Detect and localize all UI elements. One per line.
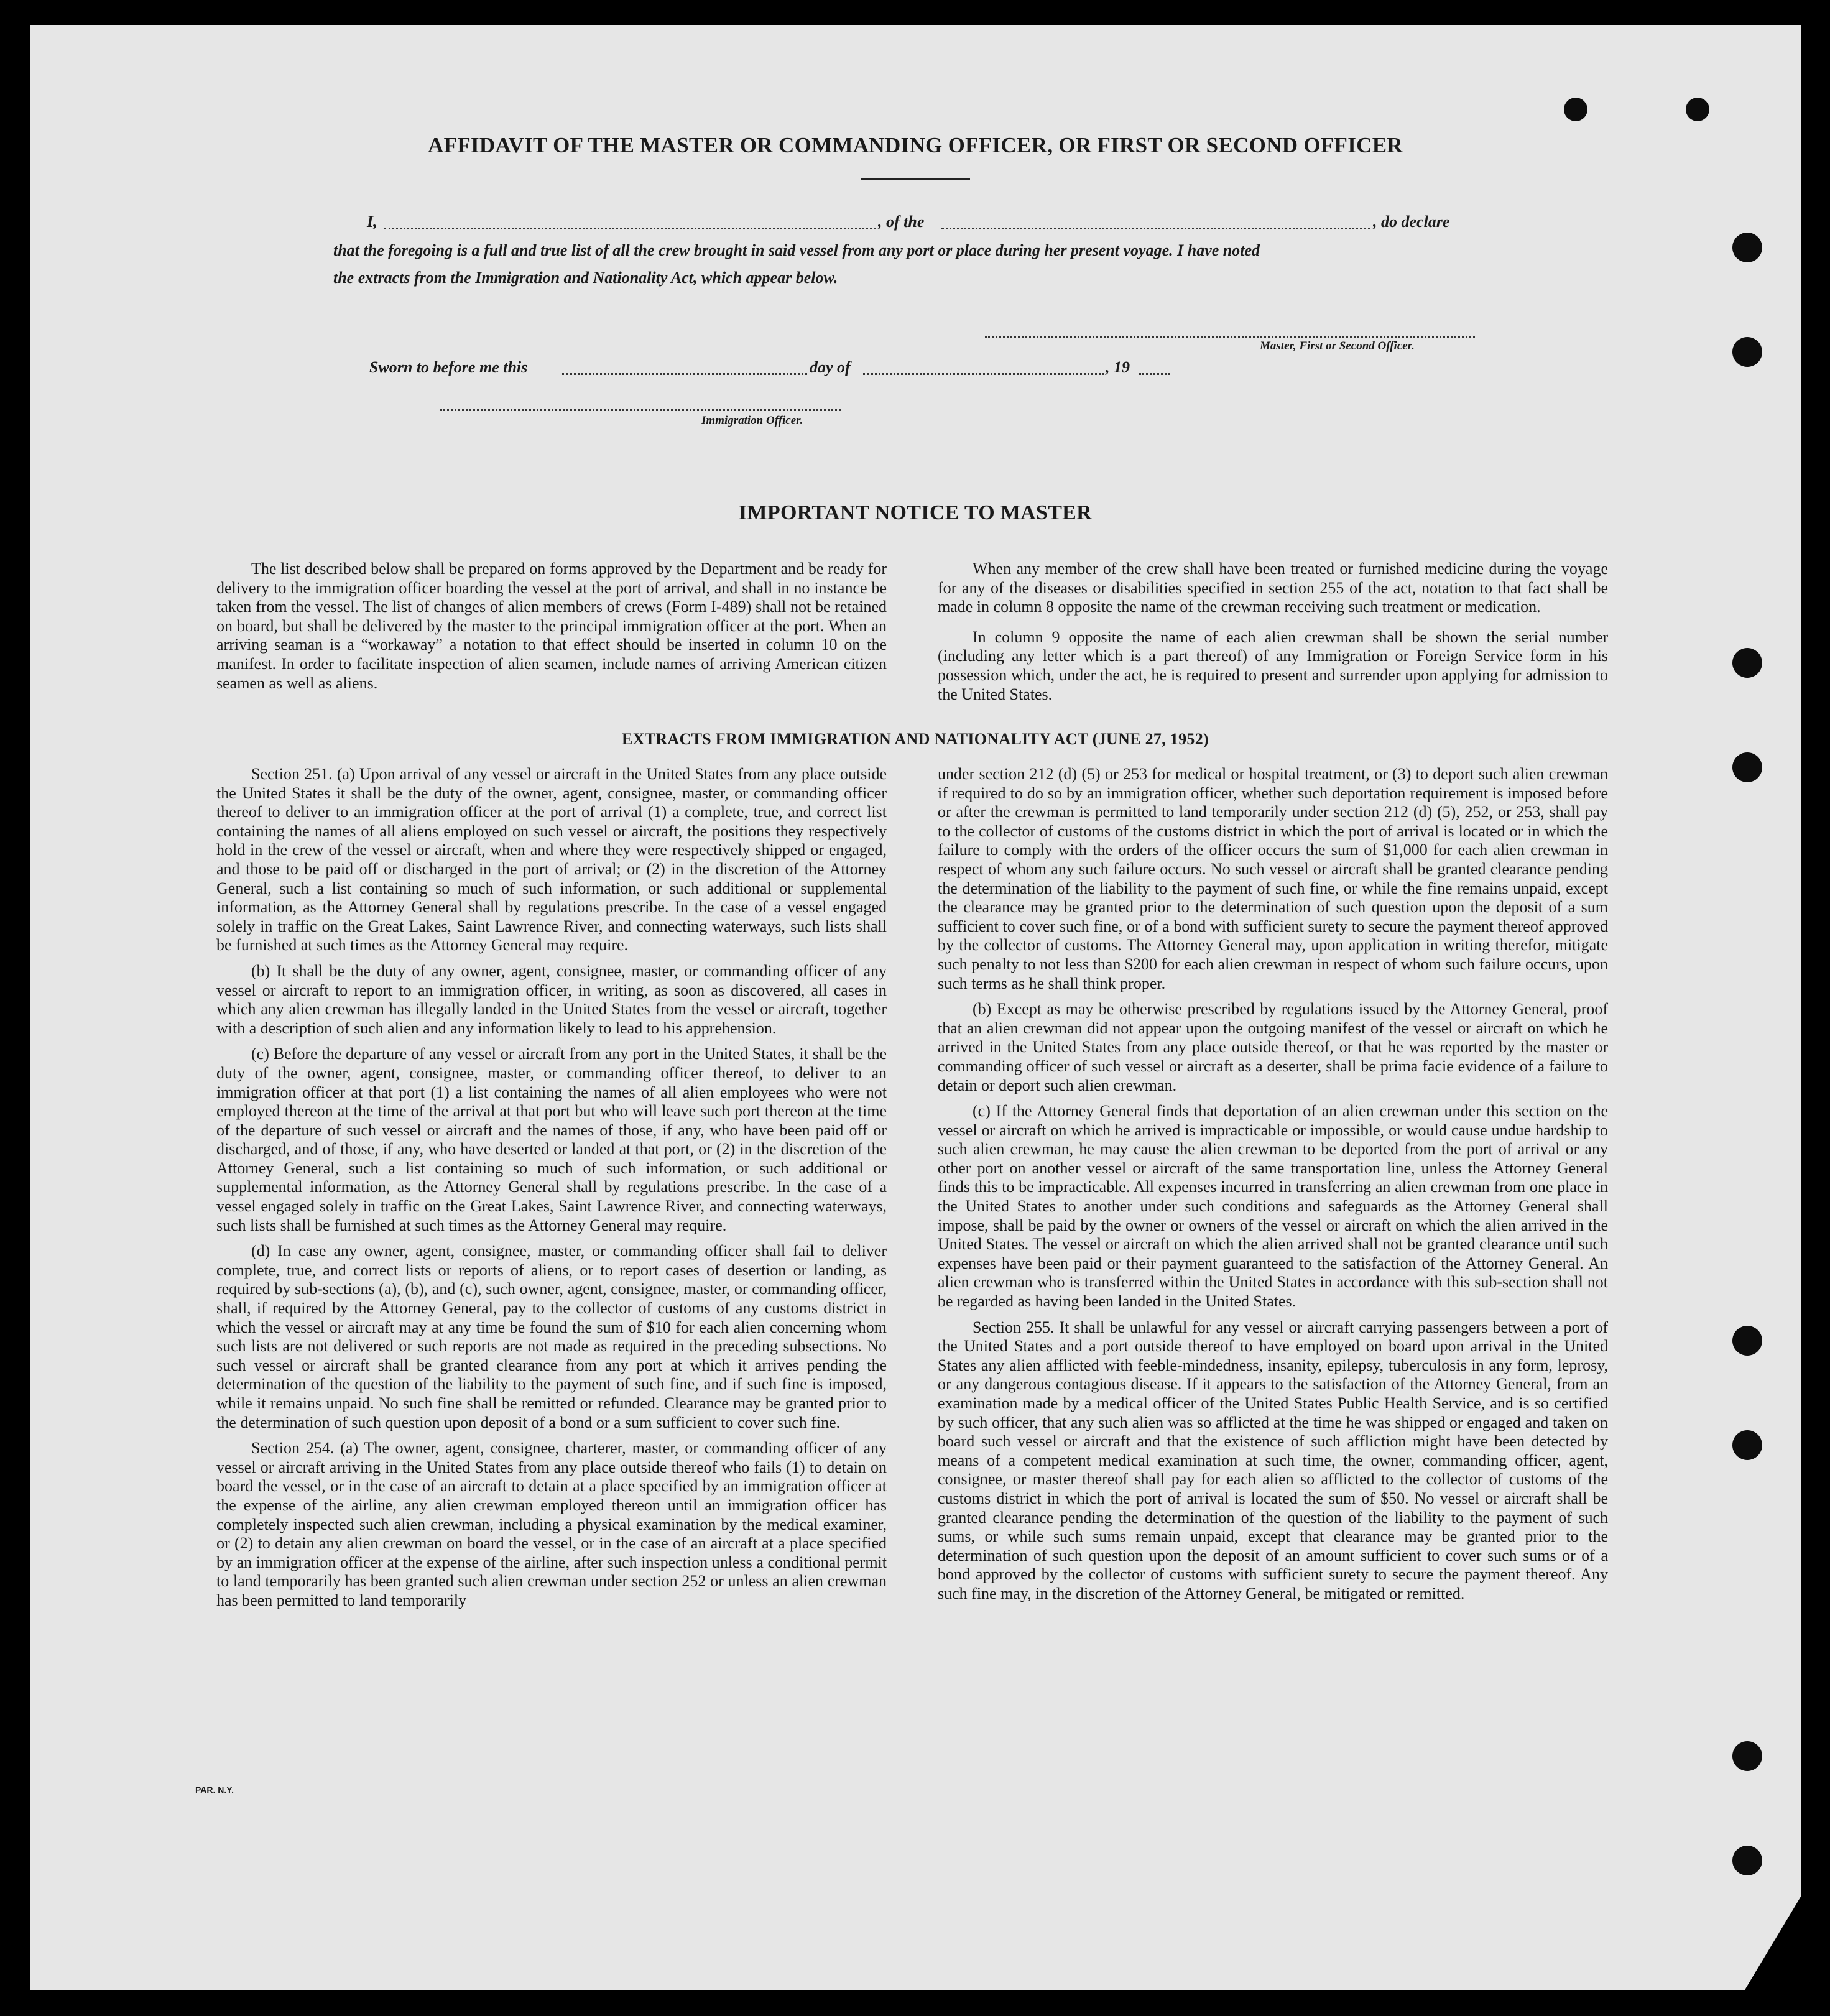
punch-hole-2 <box>1732 337 1762 367</box>
sworn-day-field[interactable] <box>562 373 807 375</box>
vessel-name-field[interactable] <box>941 228 1370 229</box>
notice-paragraph: When any member of the crew shall have been treated or furnished medicine during the voyage for any of the diseases or disabilities specified in section 255 of the act, notation to that fact shall be made in column 8 opposite the name of the crewman receiving such treatment or medication. <box>938 560 1608 616</box>
extract-paragraph: under section 212 (d) (5) or 253 for medical or hospital treatment, or (3) to deport such alien crewman if required to do so by an immigration officer, whether such deportation requirement is imposed before or after the crewman is permitted to land temporarily under section 212 (d) (5), 252, or 253, shall pay to the collector of customs of the customs district in which the port of arrival is located or in which the failure to comply with the orders of the officer occurs the sum of $1,000 for each alien crewman in respect of whom any such failure occurs. No such vessel or aircraft shall be granted clearance pending the determination of the liability to the payment of such fine, or while the fine remains unpaid, except the clearance may be granted prior to the determination of such question upon the deposit of a sum sufficient to cover such fine, or of a bond with sufficient surety to secure the payment thereof approved by the collector of customs. The Attorney General may, upon application in writing therefor, mitigate such penalty to not less than $200 for each alien crewman in respect of whom such failure occurs, upon such terms as he shall think proper. <box>938 765 1608 992</box>
do-declare-label: , do declare <box>1373 213 1450 231</box>
master-signature-field[interactable] <box>985 336 1475 338</box>
notice-paragraph: In column 9 opposite the name of each alien crewman shall be shown the serial number (including any letter which is a part thereof) of any Immigration or Foreign Service form in his possession which, under the act, he is required to present and surrender upon applying for admission to the United States. <box>938 627 1608 703</box>
punch-hole-8 <box>1732 1846 1762 1875</box>
extracts-title: EXTRACTS FROM IMMIGRATION AND NATIONALITY ACT (JUNE 27, 1952) <box>621 730 1209 748</box>
punch-hole-1 <box>1732 233 1762 262</box>
notice-paragraph: The list described below shall be prepared on forms approved by the Department and be ready for delivery to the immigration officer boarding the vessel at the port of arrival, and shall in no instance be taken from the vessel. The list of changes of alien members of crews (Form I-489) shall not be retained on board, but shall be delivered by the master to the principal immigration officer at the port. When an arriving seaman is a “workaway” a notation to that effect should be inserted in column 10 on the manifest. In order to facilitate inspection of alien seamen, include names of arriving American citizen seamen as well as aliens. <box>216 560 887 692</box>
sworn-year-field[interactable] <box>1139 373 1170 375</box>
affidavit-statement-line-2: the extracts from the Immigration and Nationality Act, which appear below. <box>333 269 838 287</box>
affidavit-statement-line-1: that the foregoing is a full and true list of all the crew brought in said vessel from any port or place during her present voyage. I have noted <box>333 241 1260 259</box>
extract-paragraph: (d) In case any owner, agent, consignee, master, or commanding officer shall fail to deliver complete, true, and correct lists or reports of aliens, or to report cases of desertion or landing, as required by sub-sections (a), (b), and (c), such owner, agent, consignee, master, or commanding officer, shall, if required by the Attorney General, pay to the collector of customs of any customs district in which the vessel or aircraft may at any time be found the sum of $10 for each alien concerning whom such lists are not delivered or such reports are not made as required in the preceding subsections. No such vessel or aircraft shall be granted clearance from any port at which it arrives pending the determination of the question of the liability to the payment of such fine, and if such fine is imposed, while it remains unpaid. No such fine shall be remitted or refunded. Clearance may be granted prior to the determination of such question upon deposit of a bond or a sum sufficient to cover such fine. <box>216 1242 887 1431</box>
day-of-label: day of <box>810 358 851 376</box>
immigration-officer-signature-field[interactable] <box>440 409 841 411</box>
extract-paragraph: Section 251. (a) Upon arrival of any vessel or aircraft in the United States from any place outside the United States it shall be the duty of the owner, agent, consignee, master, or commanding officer thereof to deliver to an immigration officer at the port of arrival (1) a complete, true, and correct list containing the names of all aliens employed on such vessel or aircraft, the positions they respectively hold in the crew of the vessel or aircraft, when and where they were respectively shipped or engaged, and those to be paid off or discharged in the port of arrival; or (2) in the discretion of the Attorney General, such a list containing so much of such information, or such additional or supplemental information, as the Attorney General shall by regulations prescribe. In the case of a vessel engaged solely in traffic on the Great Lakes, Saint Lawrence River, and connecting waterways, such lists shall be furnished at such times as the Attorney General may require. <box>216 765 887 955</box>
punch-hole-5 <box>1732 1326 1762 1356</box>
declarant-name-field[interactable] <box>384 228 876 229</box>
extract-paragraph: (b) It shall be the duty of any owner, agent, consignee, master, or commanding officer of any vessel or aircraft to report to an immigration officer, in writing, as soon as discovered, all cases in which any alien crewman has illegally landed in the United States from the vessel or aircraft, together with a description of such alien and any information likely to lead to his apprehension. <box>216 961 887 1037</box>
year-prefix-label: , 19 <box>1106 358 1130 376</box>
punch-hole-3 <box>1732 648 1762 678</box>
master-signature-caption: Master, First or Second Officer. <box>1260 340 1415 353</box>
sworn-label: Sworn to before me this <box>369 358 528 376</box>
notice-left-column <box>216 560 887 700</box>
declarant-prefix: I, <box>367 213 377 231</box>
punch-hole-7 <box>1732 1741 1762 1771</box>
extract-paragraph: (b) Except as may be otherwise prescribed by regulations issued by the Attorney General, proof that an alien crewman did not appear upon the outgoing manifest of the vessel or aircraft on which he arrived in the United States from any place outside thereof, or that he was reported by the master or commanding officer of such vessel or aircraft as a deserter, shall be prima facie evidence of a failure to detain or deport such alien crewman. <box>938 1000 1608 1094</box>
page-corner-fold <box>1745 1897 1801 1990</box>
extracts-left-column <box>216 765 887 1617</box>
sworn-month-field[interactable] <box>863 373 1104 375</box>
affidavit-title: AFFIDAVIT OF THE MASTER OR COMMANDING OFFICER, OR FIRST OR SECOND OFFICER <box>428 133 1403 157</box>
immigration-officer-caption: Immigration Officer. <box>701 414 803 427</box>
extract-paragraph: (c) If the Attorney General finds that deportation of an alien crewman under this section on the vessel or aircraft on which he arrived is impracticable or impossible, or would cause undue hardship to such alien crewman, he may cause the alien crewman to be deported from the port of arrival or any other port on another vessel or aircraft of the same transportation line, unless the Attorney General finds this to be impracticable. All expenses incurred in transferring an alien crewman from one place in the United States to another under such conditions and safeguards as the Attorney General shall impose, shall be paid by the owner or owners of the vessel or aircraft on which the alien arrived in the United States. The vessel or aircraft on which the alien arrived shall not be granted clearance until such expenses have been paid or their payment guaranteed to the satisfaction of the Attorney General. An alien crewman who is transferred within the United States in accordance with this sub-section shall not be regarded as having been landed in the United States. <box>938 1102 1608 1311</box>
extract-paragraph: (c) Before the departure of any vessel or aircraft from any port in the United States, it shall be the duty of the owner, agent, consignee, master, or commanding officer thereof, to deliver to an immigration officer at that port (1) a list containing the names of all alien employees who were not employed thereon at the time of the arrival at that port but who will leave such port thereon at the time of the departure of such vessel or aircraft and the names of those, if any, who have been paid off or discharged, and of those, if any, who have deserted or landed at that port, or (2) in the discretion of the Attorney General, such a list containing so much of such information, or such additional or supplemental information, as the Attorney General shall by regulations prescribe. In the case of a vessel engaged solely in traffic on the Great Lakes, Saint Lawrence River, and connecting waterways, such lists shall be furnished at such times as the Attorney General may require. <box>216 1045 887 1234</box>
document-page <box>30 25 1801 1990</box>
affidavit-title-rule <box>861 178 970 180</box>
punch-hole-top-1 <box>1564 98 1587 121</box>
extract-paragraph: Section 255. It shall be unlawful for any vessel or aircraft carrying passengers between a port of the United States and a port outside thereof to have employed on board upon arrival in the United States any alien afflicted with feeble-mindedness, insanity, epilepsy, tuberculosis in any form, leprosy, or any dangerous contagious disease. If it appears to the satisfaction of the Attorney General, from an examination made by a medical officer of the United States Public Health Service, and is so certified by such officer, that any such alien was so afflicted at the time he was shipped or engaged and taken on board such vessel or aircraft and that the existence of such affliction might have been detected by means of a competent medical examination at such time, the owner, commanding officer, agent, consignee, or master thereof shall pay for each alien so afflicted to the collector of customs of the customs district in which the port of arrival is located the sum of $50. No vessel or aircraft shall be granted clearance pending the determination of the question of the liability to the payment of such sums, or while such sums remain unpaid, except that clearance may be granted prior to the determination of such question upon the deposit of an amount sufficient to cover such sums or of a bond approved by the collector of customs with sufficient surety to secure the payment thereof. Any such fine may, in the discretion of the Attorney General, be mitigated or remitted. <box>938 1318 1608 1602</box>
extract-paragraph: Section 254. (a) The owner, agent, consignee, charterer, master, or commanding officer of any vessel or aircraft arriving in the United States from any place outside thereof who fails (1) to detain on board the vessel, or in the case of an aircraft to detain at a place specified by an immigration officer at the expense of the airline, any alien crewman employed thereon until an immigration officer has completely inspected such alien crewman, including a physical examination by the medical examiner, or (2) to detain any alien crewman on board the vessel, or in the case of an aircraft at a place specified by an immigration officer at the expense of the airline, after such inspection unless a conditional permit to land temporarily has been granted such alien crewman under section 252 or unless an alien crewman has been permitted to land temporarily <box>216 1439 887 1609</box>
punch-hole-6 <box>1732 1430 1762 1460</box>
printer-mark: PAR. N.Y. <box>195 1785 234 1795</box>
extracts-right-column <box>938 765 1608 1611</box>
punch-hole-4 <box>1732 752 1762 782</box>
punch-hole-top-2 <box>1686 98 1709 121</box>
of-the-label: , of the <box>878 213 925 231</box>
notice-title: IMPORTANT NOTICE TO MASTER <box>738 501 1093 524</box>
notice-right-column <box>938 560 1608 711</box>
